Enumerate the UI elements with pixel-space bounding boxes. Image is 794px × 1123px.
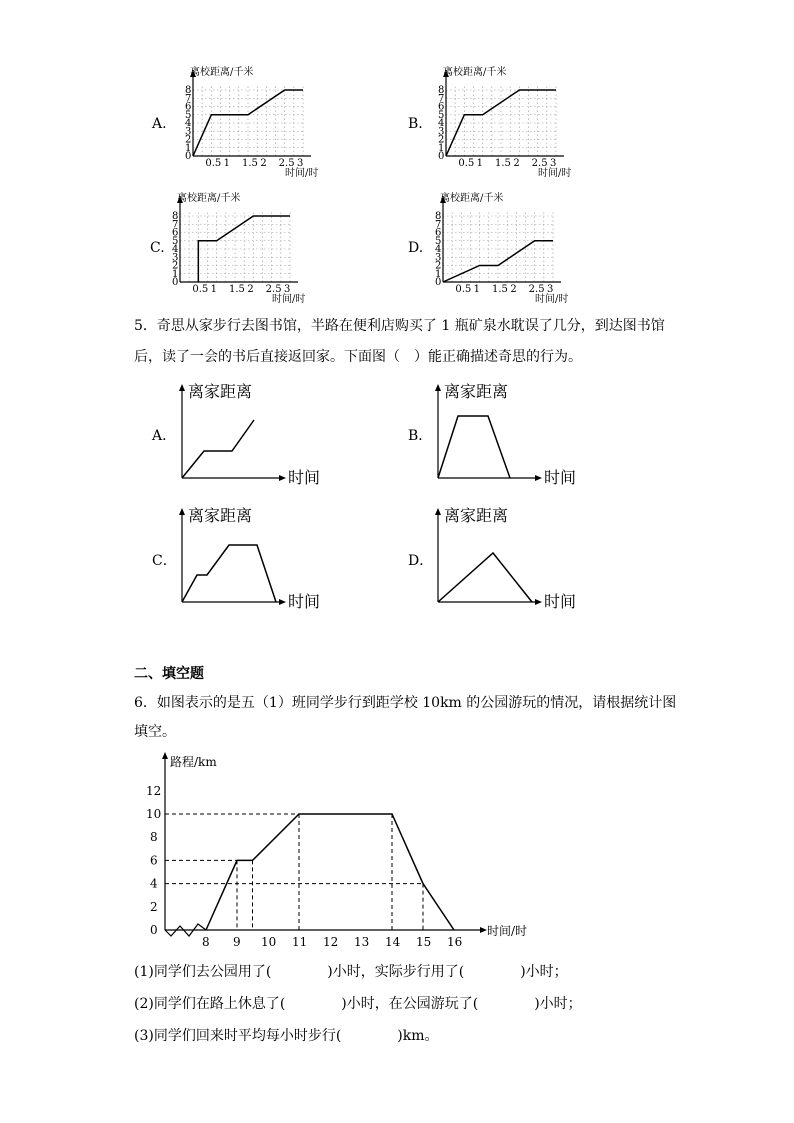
y-tick-label: 6 [185,101,192,113]
x-tick-label: 3 [550,158,557,169]
x-axis-arrow [480,927,487,933]
y-tick-label: 3 [438,126,445,138]
y-axis-arrow [179,508,185,515]
x-tick-label: 1.5 [229,284,245,295]
x-tick-label: 15 [416,935,432,949]
y-tick-label: 8 [150,830,158,845]
x-axis-label: 时间 [288,468,321,487]
x-axis-arrow [535,599,542,605]
x-tick-label: 1.5 [242,158,258,169]
y-tick-label: 6 [150,853,158,868]
y-tick-label: 8 [172,211,179,222]
y-tick-label: 5 [438,109,445,121]
x-tick-label: 8 [202,935,210,949]
y-axis-arrow [179,384,185,391]
y-tick-label: 2 [150,899,158,914]
data-line [438,553,532,602]
section-title: 二、填空题 [134,666,204,682]
y-axis-label: 离家距离 [188,382,253,401]
y-tick-label: 6 [438,101,445,113]
x-axis-label: 时间/时 [285,168,319,179]
q6-text-line1: 6．如图表示的是五（1）班同学步行到距学校 10km 的公园游玩的情况，请根据统计图 [134,695,677,711]
y-axis-arrow [435,384,441,391]
x-tick-label: 1.5 [495,158,511,169]
x-tick-label: 1 [210,284,218,295]
y-tick-label: 7 [185,93,192,105]
x-tick-label: 3 [547,284,554,295]
y-tick-label: 0 [150,923,158,937]
x-tick-label: 2.5 [265,284,282,295]
x-axis-arrow [279,599,286,605]
y-tick-label: 0 [172,277,179,288]
x-axis-label: 时间/时 [272,294,306,305]
data-line [182,420,254,478]
y-tick-label: 1 [435,268,442,280]
y-axis-label: 离校距离/千米 [440,193,504,204]
x-axis-label: 时间 [544,592,577,611]
y-tick-label: 6 [435,227,442,239]
x-tick-label: 12 [323,935,339,949]
data-line [206,814,454,930]
x-tick-label: 2.5 [278,158,295,169]
x-tick-label: 2.5 [528,284,545,295]
x-tick-label: 1 [476,158,484,169]
y-tick-label: 1 [438,142,445,154]
y-tick-label: 12 [146,783,162,798]
y-tick-label: 7 [435,219,442,231]
x-tick-label: 0.5 [205,158,222,169]
x-axis-label: 时间/时 [535,294,569,305]
y-tick-label: 3 [185,126,192,138]
x-tick-label: 16 [447,935,463,949]
y-tick-label: 8 [438,85,445,96]
y-tick-label: 4 [435,244,442,255]
x-tick-label: 2.5 [531,158,548,169]
option-letter: B. [408,116,423,132]
x-tick-label: 1 [473,284,481,295]
y-tick-label: 8 [435,211,442,222]
y-tick-label: 2 [438,134,445,146]
y-tick-label: 5 [185,109,192,121]
y-tick-label: 1 [172,268,179,280]
y-axis-label: 离校距离/千米 [177,193,241,204]
y-tick-label: 2 [435,260,442,272]
x-tick-label: 2 [260,158,267,169]
data-line [438,416,510,478]
x-tick-label: 0.5 [455,284,472,295]
x-tick-label: 2 [510,284,517,295]
y-axis-label: 路程/km [170,755,217,769]
y-tick-label: 5 [172,235,179,247]
x-tick-label: 0.5 [458,158,475,169]
y-tick-label: 5 [435,235,442,247]
y-tick-label: 0 [185,151,192,162]
option-letter: A. [152,116,167,132]
y-tick-label: 4 [185,118,192,129]
q6-blank-3: (3)同学们回来时平均每小时步行( )km。 [134,1028,439,1044]
y-tick-label: 3 [435,252,442,264]
y-tick-label: 2 [172,260,179,272]
y-tick-label: 8 [185,85,192,96]
x-tick-label: 10 [261,935,277,949]
y-tick-label: 6 [172,227,179,239]
x-axis-label: 时间 [544,468,577,487]
x-tick-label: 11 [292,935,308,949]
y-axis-label: 离家距离 [188,506,253,525]
y-axis-label: 离校距离/千米 [190,67,254,78]
y-tick-label: 4 [172,244,179,255]
y-axis-label: 离家距离 [444,506,509,525]
y-tick-label: 1 [185,142,192,154]
q6-blank-2: (2)同学们在路上休息了( )小时，在公园游玩了( )小时； [134,996,582,1012]
x-tick-label: 3 [297,158,304,169]
x-tick-label: 14 [385,935,401,949]
y-tick-label: 3 [172,252,179,264]
y-tick-label: 4 [438,118,445,129]
x-tick-label: 3 [284,284,291,295]
q5-text-line2: 后，读了一会的书后直接返回家。下面图（ ）能正确描述奇思的行为。 [134,349,582,365]
x-tick-label: 9 [233,935,241,949]
y-tick-label: 2 [185,134,192,146]
y-axis-label: 离家距离 [444,382,509,401]
option-letter: C． [152,553,177,569]
x-tick-label: 2 [513,158,520,169]
x-tick-label: 1 [223,158,231,169]
x-axis-label: 时间/时 [538,168,572,179]
y-tick-label: 0 [435,277,442,288]
x-tick-label: 0.5 [192,284,209,295]
option-letter: D． [408,553,434,569]
y-axis-arrow [435,508,441,515]
x-axis-arrow [279,475,286,481]
option-letter: C. [150,240,165,256]
y-tick-label: 7 [172,219,179,231]
x-tick-label: 1.5 [492,284,508,295]
y-axis-label: 离校距离/千米 [443,67,507,78]
y-tick-label: 4 [150,876,158,891]
x-axis-label: 时间/时 [487,924,528,938]
x-tick-label: 2 [247,284,254,295]
y-tick-label: 0 [438,151,445,162]
x-tick-label: 13 [354,935,370,949]
y-axis-arrow [162,752,168,759]
q6-text-line2: 填空。 [134,724,176,740]
q5-text-line1: 5．奇思从家步行去图书馆，半路在便利店购买了 1 瓶矿泉水耽误了几分，到达图书馆 [134,318,665,334]
option-letter: B． [408,428,433,444]
y-tick-label: 10 [146,807,162,821]
data-line [182,545,276,602]
x-axis-arrow [535,475,542,481]
q6-blank-1: (1)同学们去公园用了( )小时，实际步行用了( )小时； [134,964,568,980]
y-tick-label: 7 [438,93,445,105]
option-letter: D. [408,240,424,256]
x-axis-label: 时间 [288,592,321,611]
option-letter: A． [152,428,177,444]
